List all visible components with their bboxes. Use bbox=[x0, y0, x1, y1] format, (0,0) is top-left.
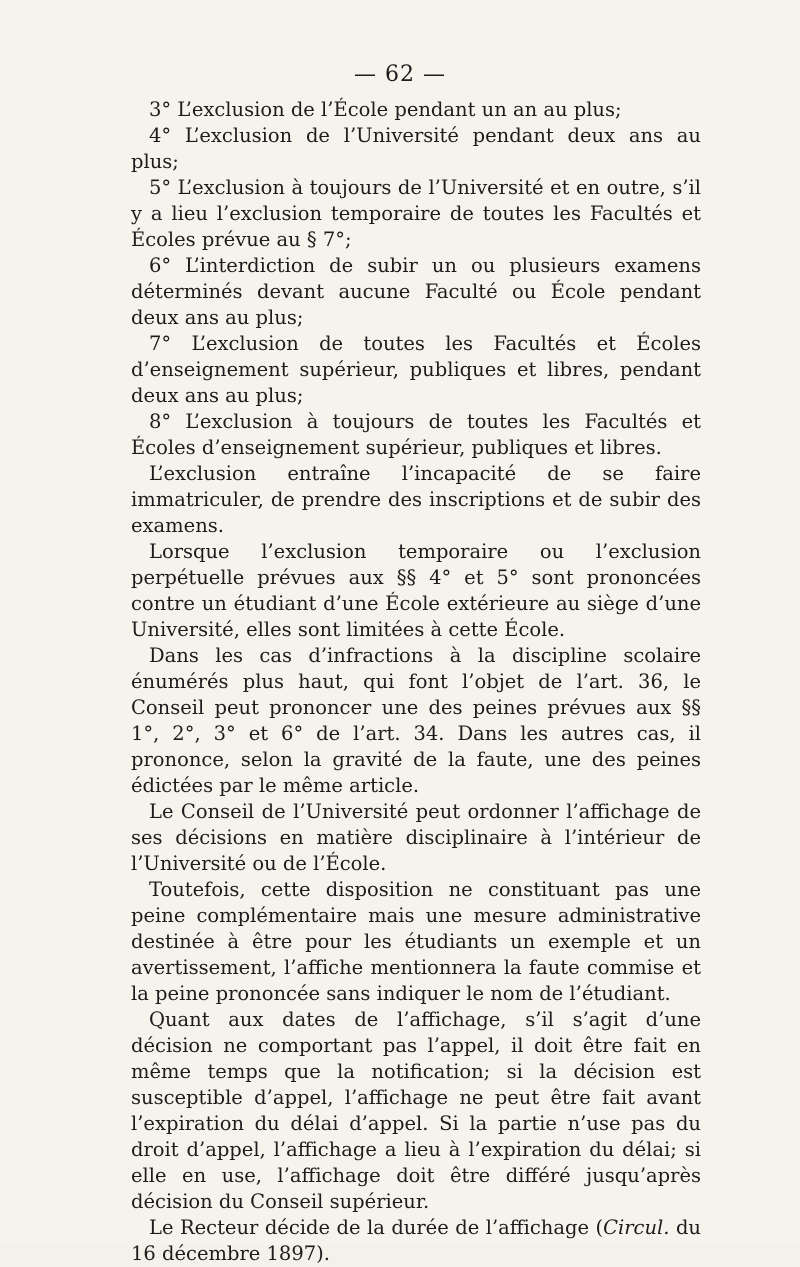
paragraph-item-3: 3° L’exclusion de l’École pendant un an au plus; bbox=[149, 98, 622, 121]
paragraph-item-7: 7° L’exclusion de toutes les Facultés et Écoles d’enseignement supérieur, publiques et libres, pendant deux ans au plus; bbox=[131, 332, 701, 407]
page-number: — 62 — bbox=[354, 62, 446, 87]
paragraph-item-5: 5° L’exclusion à toujours de l’Université et en outre, s’il y a lieu l’exclusion temporaire de toutes les Facultés et Écoles prévue au § 7°; bbox=[131, 176, 701, 251]
paragraph-posting-dates: Quant aux dates de l’affichage, s’il s’agit d’une décision ne comportant pas l’appel, il doit être fait en même temps que la notification; si la décision est susceptible d’appel, l’affichage ne peut être fait avant l’expiration du délai d’appel. Si la partie n’use pas du droit d’appel, l’affichage a lieu à l’expiration du délai; si elle en use, l’affichage doit être différé jusqu’après décision du Conseil supérieur. bbox=[131, 1008, 701, 1213]
paragraph-item-6: 6° L’interdiction de subir un ou plusieurs examens déterminés devant aucune Faculté ou École pendant deux ans au plus; bbox=[131, 254, 701, 329]
paragraph-however: Toutefois, cette disposition ne constituant pas une peine complémentaire mais une mesure administrative destinée à être pour les étudiants un exemple et un avertissement, l’affiche mentionnera la faute commise et la peine prononcée sans indiquer le nom de l’étudiant. bbox=[131, 878, 701, 1005]
paragraph-rector-decision bbox=[131, 1215, 701, 1267]
paragraph-item-8: 8° L’exclusion à toujours de toutes les Facultés et Écoles d’enseignement supérieur, publiques et libres. bbox=[131, 410, 701, 459]
paragraph-exclusion-effects: L’exclusion entraîne l’incapacité de se faire immatriculer, de prendre des inscriptions et de subir des examens. bbox=[131, 462, 701, 537]
paragraph-discipline-cases: Dans les cas d’infractions à la discipline scolaire énumérés plus haut, qui font l’objet de l’art. 36, le Conseil peut prononcer une des peines prévues aux §§ 1°, 2°, 3° et 6° de l’art. 34. Dans les autres cas, il prononce, selon la gravité de la faute, une des peines édictées par le même article. bbox=[131, 644, 701, 797]
rector-text-before: Le Recteur décide de la durée de l’affichage ( bbox=[149, 1216, 604, 1239]
body-text bbox=[131, 97, 701, 1267]
paragraph-item-4: 4° L’exclusion de l’Université pendant deux ans au plus; bbox=[131, 124, 701, 173]
circular-abbreviation: Circul. bbox=[603, 1216, 670, 1239]
paragraph-posting-decisions: Le Conseil de l’Université peut ordonner l’affichage de ses décisions en matière disciplinaire à l’intérieur de l’Université ou de l’École. bbox=[131, 800, 701, 875]
paragraph-exterior-school: Lorsque l’exclusion temporaire ou l’exclusion perpétuelle prévues aux §§ 4° et 5° sont prononcées contre un étudiant d’une École extérieure au siège d’une Université, elles sont limitées à cette École. bbox=[131, 540, 701, 641]
rector-text-after: du 16 décembre 1897). bbox=[131, 1216, 701, 1265]
